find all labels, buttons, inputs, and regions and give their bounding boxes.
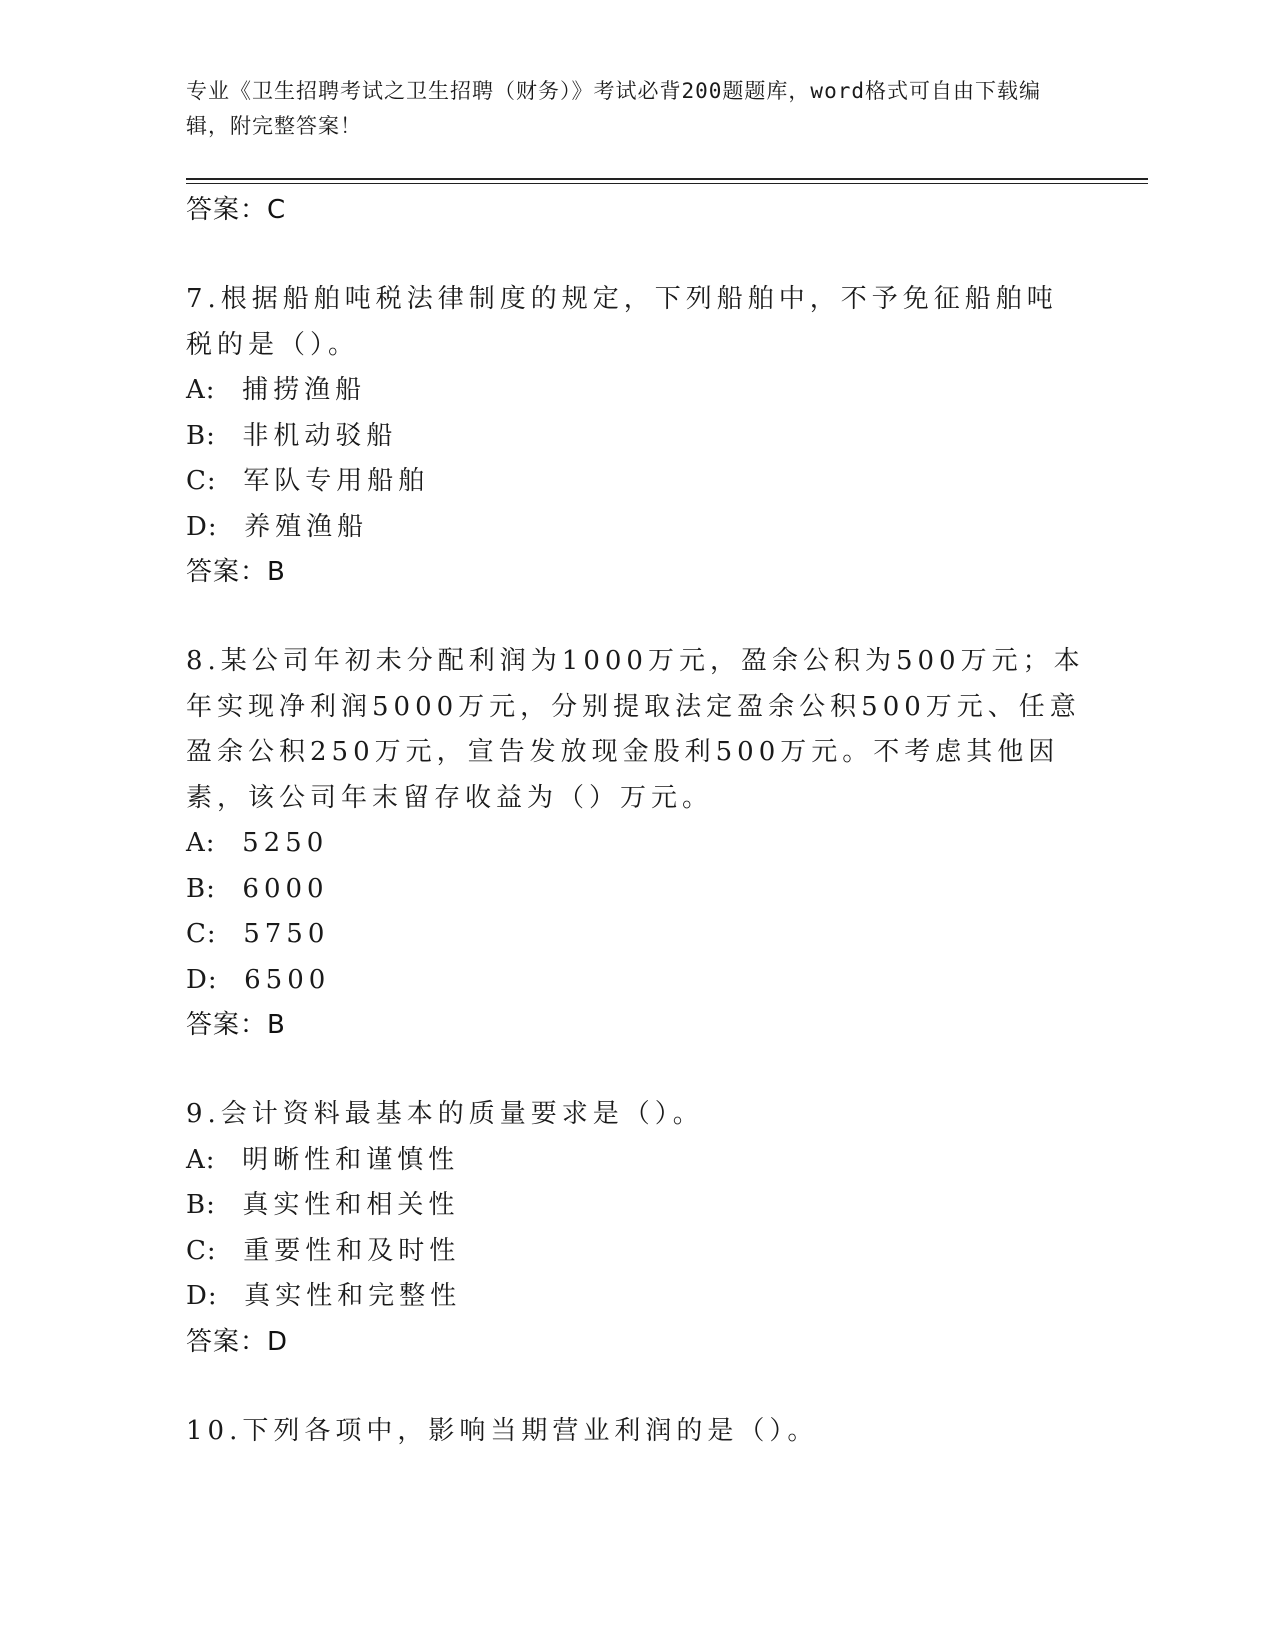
option-key: A: xyxy=(186,375,216,405)
question-8 xyxy=(186,639,1086,1047)
option-text: 真实性和相关性 xyxy=(242,1190,460,1220)
option-text: 捕捞渔船 xyxy=(242,375,367,405)
option-a xyxy=(186,368,1086,414)
option-c xyxy=(186,912,1086,958)
option-key: B: xyxy=(186,420,216,451)
option-key: B: xyxy=(186,1190,216,1220)
option-text: 5250 xyxy=(242,828,329,858)
answer-line: 答案：B xyxy=(186,1010,286,1040)
option-text: 非机动驳船 xyxy=(242,420,398,451)
option-text: 真实性和完整性 xyxy=(244,1281,462,1311)
question-text: 10.下列各项中，影响当期营业利润的是（）。 xyxy=(186,1415,819,1446)
question-9 xyxy=(186,1092,1086,1364)
option-text: 明晰性和谨慎性 xyxy=(242,1144,460,1175)
option-d xyxy=(186,505,1086,551)
answer-line: 答案：D xyxy=(186,1326,289,1357)
option-a xyxy=(186,821,1086,867)
option-d xyxy=(186,1274,1086,1320)
option-text: 6000 xyxy=(242,873,329,904)
document-body xyxy=(186,188,1086,1454)
option-text: 重要性和及时性 xyxy=(243,1235,461,1266)
question-7 xyxy=(186,277,1086,594)
option-key: A: xyxy=(186,1144,216,1175)
answer-line: 答案：C xyxy=(186,195,287,225)
question-text: 8.某公司年初未分配利润为1000万元，盈余公积为500万元；本年实现净利润5000万元，分别提取法定盈余公积500万元、任意盈余公积250万元，宣告发放现金股利500万元。不考虑其他因素，该公司年末留存收益为（）万元。 xyxy=(186,646,1085,813)
option-text: 军队专用船舶 xyxy=(243,466,430,496)
option-a xyxy=(186,1138,1086,1184)
option-b xyxy=(186,414,1086,460)
document-header: 专业《卫生招聘考试之卫生招聘（财务）》考试必背200题题库，word格式可自由下载编辑，附完整答案！ xyxy=(186,79,1041,138)
option-key: C: xyxy=(186,466,217,496)
option-c xyxy=(186,459,1086,505)
option-text: 养殖渔船 xyxy=(244,511,369,542)
option-b xyxy=(186,1183,1086,1229)
option-key: C: xyxy=(186,1235,217,1266)
header-rule-thick xyxy=(186,178,1148,180)
option-key: D: xyxy=(186,1281,218,1311)
option-text: 6500 xyxy=(244,964,331,995)
option-key: B: xyxy=(186,873,216,904)
question-text: 9.会计资料最基本的质量要求是（）。 xyxy=(186,1099,704,1129)
option-key: A: xyxy=(186,828,216,858)
option-d xyxy=(186,958,1086,1004)
option-key: D: xyxy=(186,964,218,995)
question-text: 7.根据船舶吨税法律制度的规定，下列船舶中，不予免征船舶吨税的是（）。 xyxy=(186,284,1058,360)
question-10 xyxy=(186,1409,1086,1455)
option-c xyxy=(186,1229,1086,1275)
option-key: C: xyxy=(186,919,217,949)
option-key: D: xyxy=(186,511,218,542)
header-rule-thin xyxy=(186,183,1148,184)
option-text: 5750 xyxy=(243,919,330,949)
answer-line: 答案：B xyxy=(186,557,286,587)
option-b xyxy=(186,867,1086,913)
